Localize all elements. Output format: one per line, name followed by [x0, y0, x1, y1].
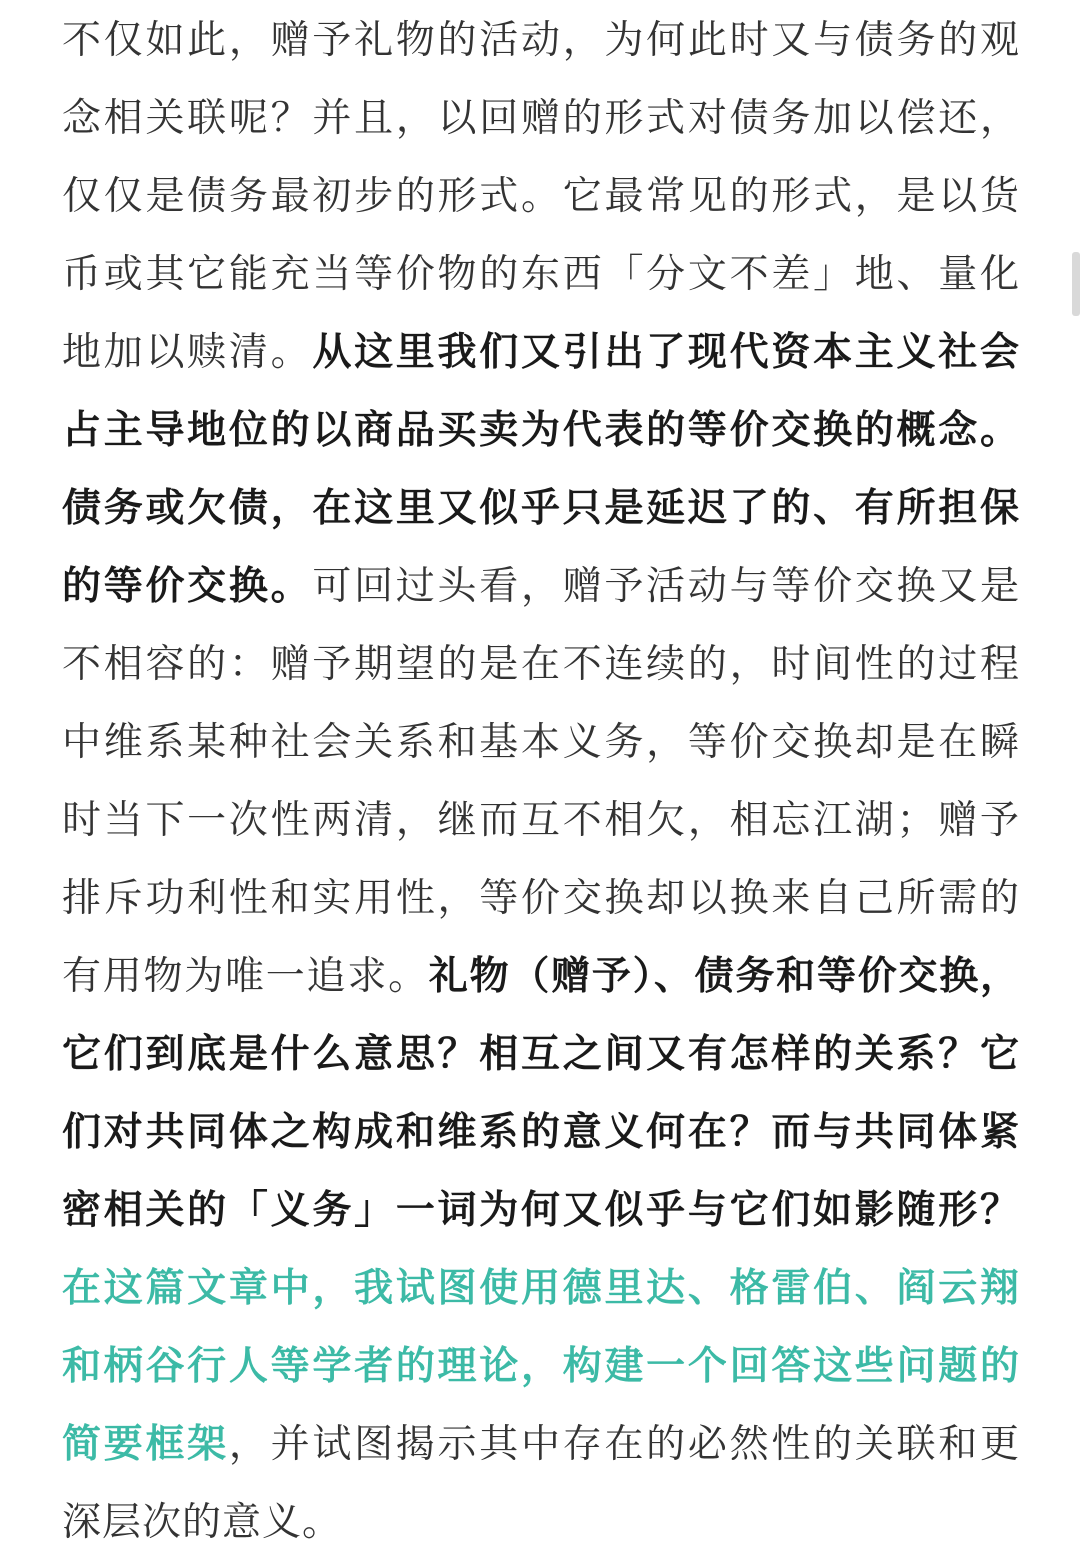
- text-segment-thesis-highlight: 在这篇文章中，我试图使用德里达、格雷伯、阎云翔和柄谷行人等学者的理论，构建一个回答这些问题的简要框架: [62, 1266, 1020, 1467]
- text-segment-gift-vs-exchange: 可回过头看，赠予活动与等价交换又是不相容的：赠予期望的是在不连续的，时间性的过程中维系某种社会关系和基本义务，等价交换却是在瞬时当下一次性两清，继而互不相欠，相忘江湖；赠予排斥功利性和实用性，等价交换却以换来自己所需的有用物为唯一追求。: [62, 564, 1020, 999]
- scrollbar-thumb[interactable]: [1072, 252, 1080, 316]
- text-segment-questions-bold: 礼物（赠予）、债务和等价交换，它们到底是什么意思？相互之间又有怎样的关系？它们对共同体之构成和维系的意义何在？而与共同体紧密相关的「义务」一词为何又似乎与它们如影随形？: [62, 954, 1020, 1233]
- text-segment-conclusion: ，并试图揭示其中存在的必然性的关联和更深层次的意义。: [62, 1422, 1020, 1545]
- text-segment-intro: 不仅如此，赠予礼物的活动，为何此时又与债务的观念相关联呢？并且，以回赠的形式对债务加以偿还，仅仅是债务最初步的形式。它最常见的形式，是以货币或其它能充当等价物的东西「分文不差」地、量化地加以赎清。: [62, 18, 1020, 375]
- article-paragraph: [62, 2, 1020, 1562]
- text-segment-equivalent-exchange-bold: 从这里我们又引出了现代资本主义社会占主导地位的以商品买卖为代表的等价交换的概念。债务或欠债，在这里又似乎只是延迟了的、有所担保的等价交换。: [62, 330, 1020, 609]
